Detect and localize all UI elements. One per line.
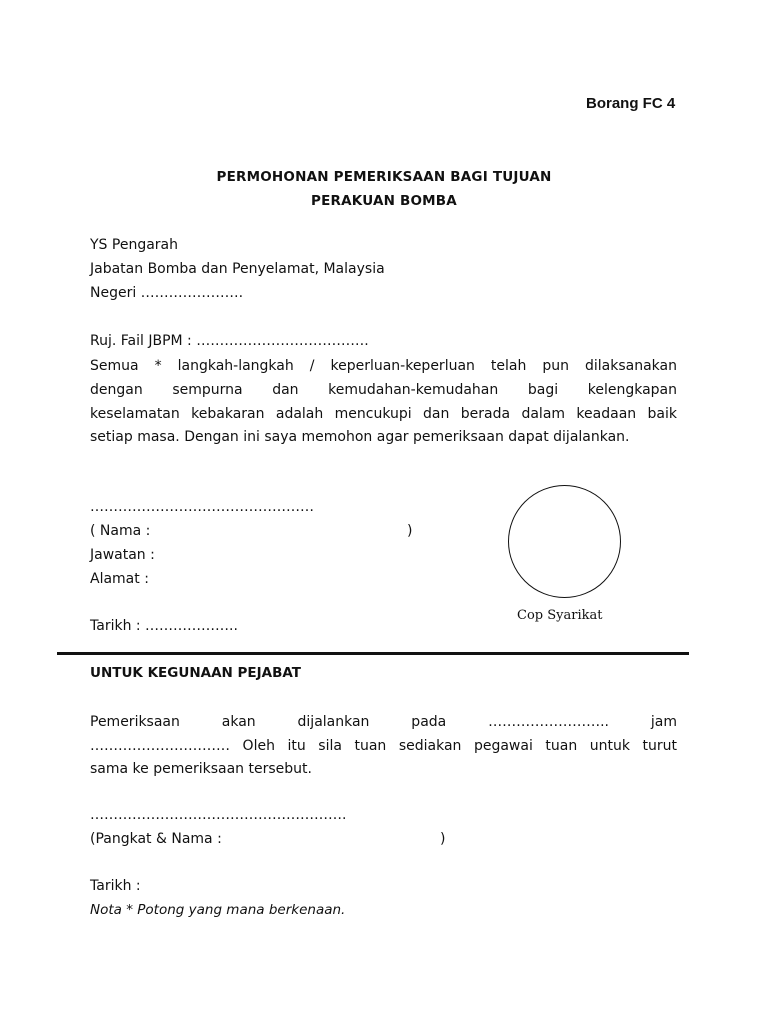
document-title-line-1: PERMOHONAN PEMERIKSAAN BAGI TUJUAN <box>216 169 552 185</box>
file-reference: Ruj. Fail JBPM : ………………………………. <box>90 333 369 349</box>
addressee-state: Negeri …………………. <box>90 285 244 301</box>
applicant-name-label: ( Nama : <box>90 523 151 539</box>
office-para-line-3: sama ke pemeriksaan tersebut. <box>90 761 312 777</box>
office-date-label: Tarikh : <box>90 878 141 894</box>
addressee-department: Jabatan Bomba dan Penyelamat, Malaysia <box>90 261 385 277</box>
office-para-line-1: Pemeriksaan akan dijalankan pada …………………….. jam <box>90 714 677 730</box>
addressee-title: YS Pengarah <box>90 237 178 253</box>
office-para-line-2: ………………………… Oleh itu sila tuan sediakan pegawai tuan untuk turut <box>90 738 677 754</box>
officer-rank-name-close: ) <box>440 831 446 847</box>
office-use-heading: UNTUK KEGUNAAN PEJABAT <box>90 665 301 681</box>
applicant-address-label: Alamat : <box>90 571 149 587</box>
form-code: Borang FC 4 <box>586 95 676 112</box>
officer-signature-line: ………………………………………………. <box>90 807 347 823</box>
body-line-2: dengan sempurna dan kemudahan-kemudahan bagi kelengkapan <box>90 382 677 398</box>
officer-rank-name-label: (Pangkat & Nama : <box>90 831 222 847</box>
section-divider <box>57 652 689 655</box>
applicant-name-close: ) <box>407 523 413 539</box>
body-line-1: Semua * langkah-langkah / keperluan-keperluan telah pun dilaksanakan <box>90 358 677 374</box>
body-line-4: setiap masa. Dengan ini saya memohon agar pemeriksaan dapat dijalankan. <box>90 429 630 445</box>
footnote: Nota * Potong yang mana berkenaan. <box>90 902 346 918</box>
company-stamp-circle <box>508 485 621 598</box>
applicant-position-label: Jawatan : <box>90 547 155 563</box>
body-line-3: keselamatan kebakaran adalah mencukupi dan berada dalam keadaan baik <box>90 406 677 422</box>
applicant-date-label: Tarikh : ……………….. <box>90 618 238 634</box>
company-stamp-label: Cop Syarikat <box>517 608 603 623</box>
document-title-line-2: PERAKUAN BOMBA <box>311 193 457 209</box>
applicant-signature-line: ………………………………………… <box>90 499 314 515</box>
